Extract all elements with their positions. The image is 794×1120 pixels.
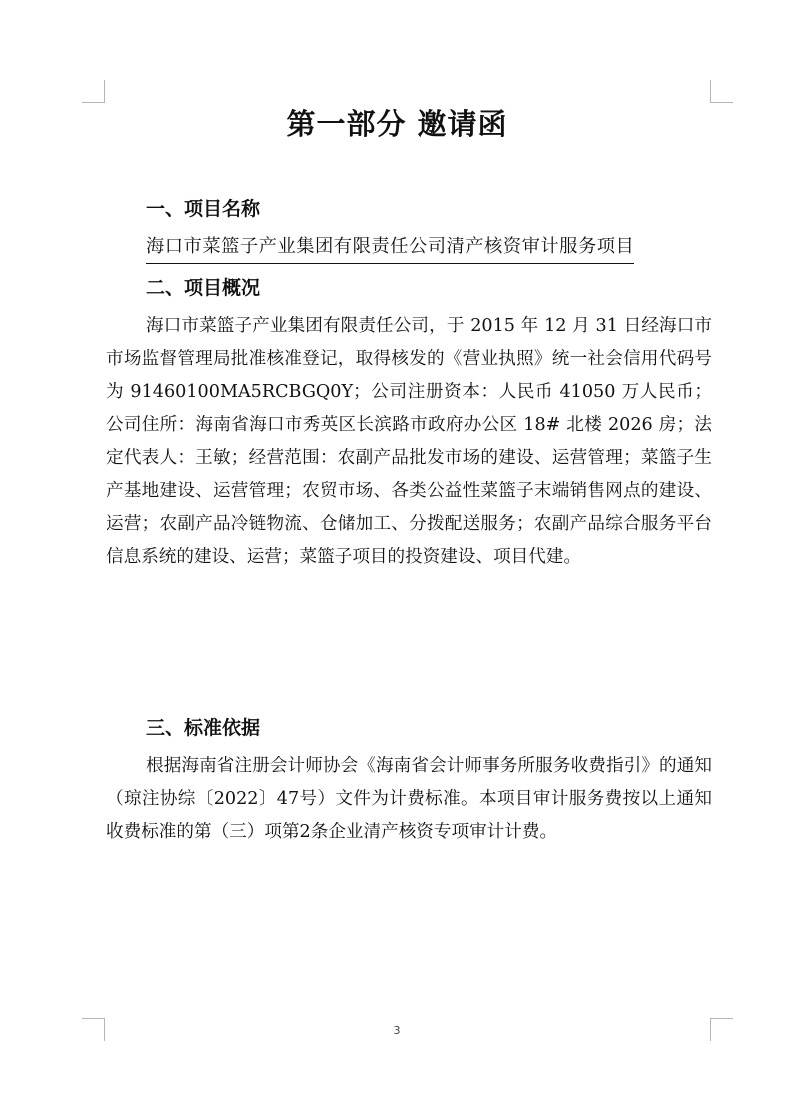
section-heading-project-name: 一、项目名称 bbox=[146, 198, 261, 220]
basis-paragraph: 根据海南省注册会计师协会《海南省会计师事务所服务收费指引》的通知（琼注协综〔2022〕47号）文件为计费标准。本项目审计服务费按以上通知收费标准的第（三）项第2条企业清产核资专项审计计费。 bbox=[106, 756, 712, 842]
corner-mark-top-left bbox=[82, 80, 105, 103]
page-number: 3 bbox=[393, 1024, 401, 1037]
corner-mark-top-right bbox=[710, 80, 733, 103]
overview-paragraph: 海口市菜篮子产业集团有限责任公司，于 2015 年 12 月 31 日经海口市市场监督管理局批准核准登记，取得核发的《营业执照》统一社会信用代码号为 91460100MA5RCBGQ0Y；公司注册资本：人民币 41050 万人民币；公司住所：海南省海口市秀英区长滨路市政府办公区 18# 北楼 2026 房；法定代表人：王敏；经营范围：农副产品批发市场的建设、运营管理；菜篮子生产基地建设、运营管理；农贸市场、各类公益性菜篮子末端销售网点的建设、运营；农副产品冷链物流、仓储加工、分拨配送服务；农副产品综合服务平台信息系统的建设、运营；菜篮子项目的投资建设、项目代建。 bbox=[106, 316, 712, 567]
page-title: 第一部分 邀请函 bbox=[286, 107, 508, 141]
section-heading-overview: 二、项目概况 bbox=[146, 277, 261, 299]
section-heading-basis: 三、标准依据 bbox=[146, 717, 261, 739]
project-name-text: 海口市菜篮子产业集团有限责任公司清产核资审计服务项目 bbox=[146, 232, 634, 264]
